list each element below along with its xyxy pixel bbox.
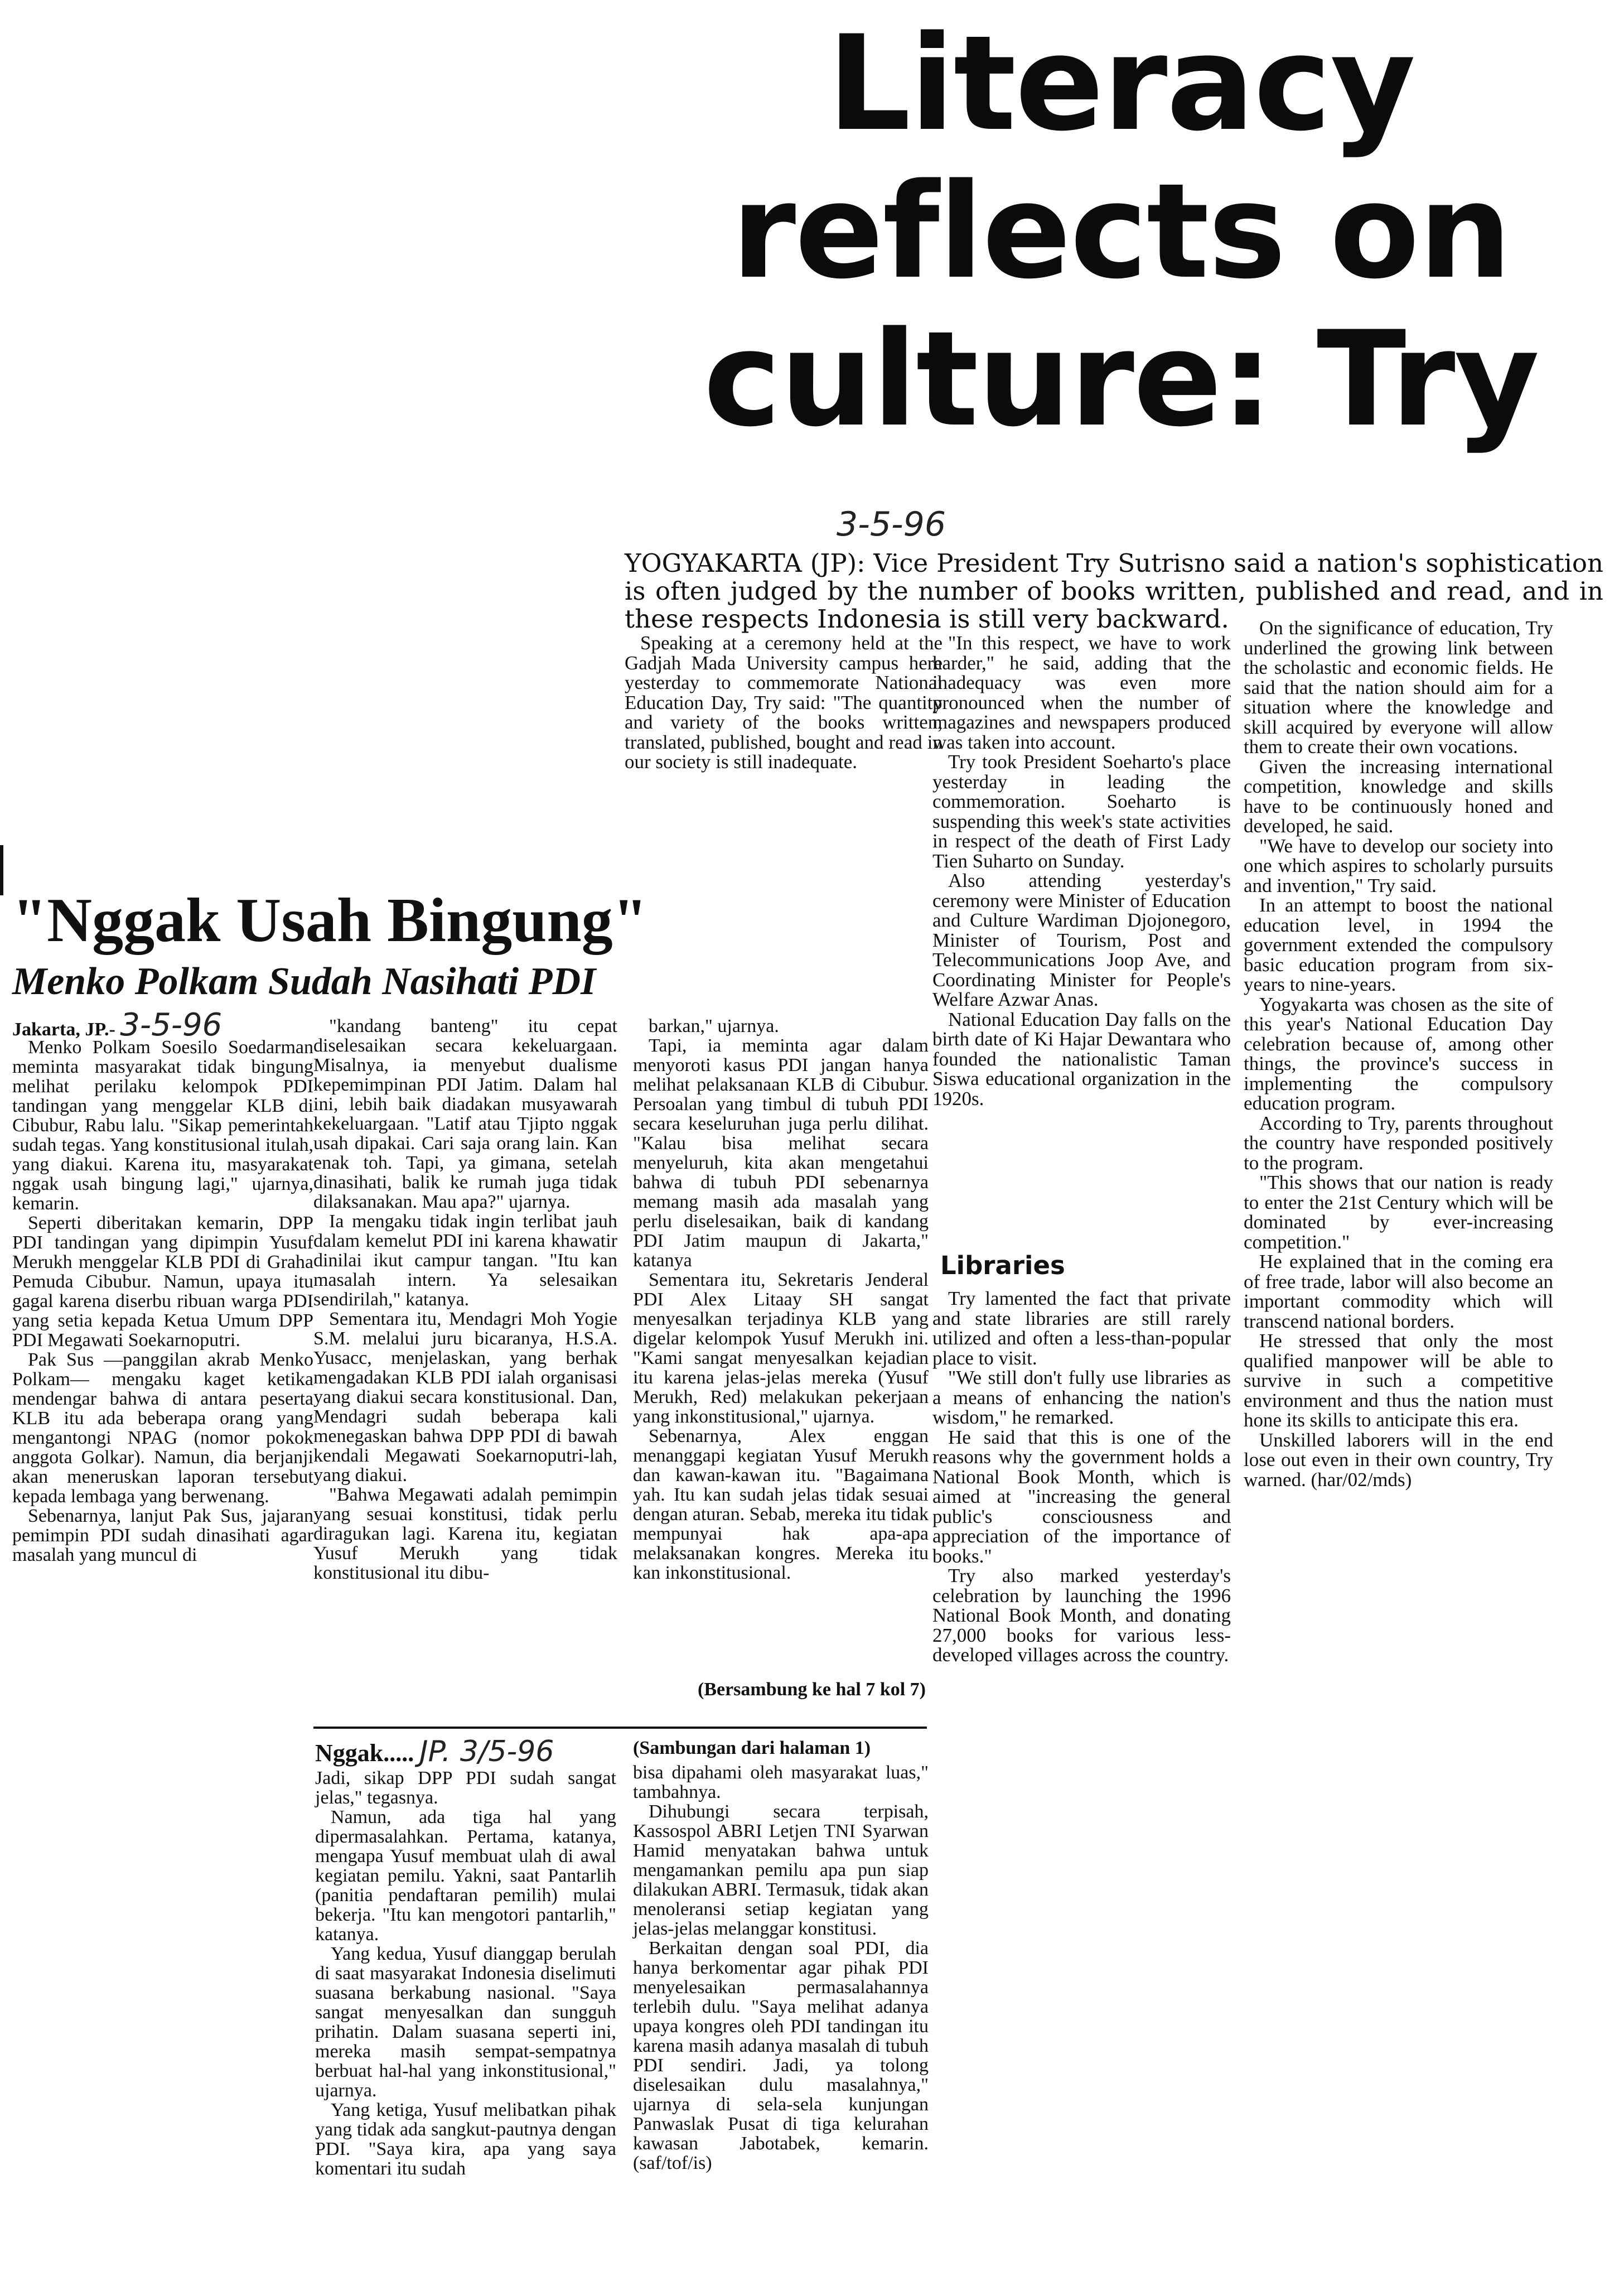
literacy-column-2 (932, 633, 1231, 1108)
paragraph: National Education Day falls on the birth date of Ki Hajar Dewantara who founded the nationalistic Taman Siswa educational organization in the 1920s. (932, 1008, 1231, 1110)
subhead-libraries: Libraries (940, 1251, 1065, 1280)
paragraph: "In this respect, we have to work harder," he said, adding that the inadequacy was even more pronounced when the number of magazines and newspapers produced was taken into account. (932, 632, 1231, 753)
paragraph: barkan," ujarnya. (649, 1016, 779, 1036)
continuation-title: Nggak..... (315, 1739, 414, 1767)
paragraph: Tapi, ia meminta agar dalam menyoroti kasus PDI jangan hanya melihat pelaksanaan KLB di Cibubur. Persoalan yang timbul di tubuh PDI secara keseluruhan juga perlu dilihat. "Kalau bisa melihat secara menyeluruh, kita akan mengetahui bahwa di tubuh PDI sebenarnya memang masih ada masalah yang perlu diselesaikan, baik di kandang PDI Jatim maupun di Jakarta," katanya (633, 1035, 929, 1271)
continuation-rule (313, 1727, 927, 1729)
paragraph: Jadi, sikap DPP PDI sudah sangat jelas," tegasnya. (315, 1768, 616, 1808)
scan-edge-mark (0, 845, 3, 895)
paragraph: Also attending yesterday's ceremony were Minister of Education and Culture Wardiman Djojonegoro, Minister of Tourism, Post and Telecommunications Joop Ave, and Coordinating Minister for People's Welfare Azwar Anas. (932, 870, 1231, 1010)
paragraph: Yogyakarta was chosen as the site of this year's National Education Day celebration because of, among other things, the province's success in implementing the compulsory education program. (1244, 993, 1553, 1114)
literacy-column-3 (1244, 618, 1553, 1489)
paragraph: Sebenarnya, lanjut Pak Sus, jajaran pemimpin PDI sudah dinasihati agar masalah yang muncul di (12, 1506, 313, 1565)
dateline (12, 1007, 313, 1043)
paragraph: "kandang banteng" itu cepat diselesaikan secara kekeluargaan. Misalnya, ia menyebut dualisme kepemimpinan PDI Jatim. Dalam hal ini, lebih baik diadakan musyawarah kekeluargaan. "Latif atau Tjipto nggak usah dipakai. Cari saja orang lain. Kan enak toh. Tapi, ya gimana, setelah dinasihati, balik ke rumah juga tidak dilaksanakan. Mau apa?" ujarnya. (313, 1016, 617, 1212)
paragraph: Unskilled laborers will in the end lose out even in their own country, Try warned. (har/02/mds) (1244, 1429, 1553, 1491)
paragraph: Yang kedua, Yusuf dianggap berulah di saat masyarakat Indonesia diselimuti suasana berkabung nasional. "Saya sangat menyesalkan dan sungguh prihatin. Dalam suasana seperti ini, mereka masih sempat-sempatnya berbuat hal-hal yang inkonstitusional," ujarnya. (315, 1944, 616, 2101)
nggak-column-1 (12, 1038, 313, 1565)
lead-paragraph: YOGYAKARTA (JP): Vice President Try Sutrisno said a nation's sophistication is often judged by the number of books written, published and read, and in these respects Indonesia is still very backward. (625, 548, 1603, 634)
paragraph: Pak Sus —panggilan akrab Menko Polkam— mengaku kaget ketika mendengar bahwa di antara peserta KLB itu ada beberapa orang yang mengantongi NPAG (nomor pokok anggota Golkar). Namun, dia berjanji akan meneruskan laporan tersebut kepada lembaga yang berwenang. (12, 1349, 313, 1507)
headline-literacy (630, 10, 1612, 454)
continuation-column-2 (633, 1763, 929, 2173)
dateline-place: Jakarta, JP.- (12, 1019, 115, 1040)
paragraph: Namun, ada tiga hal yang dipermasalahkan. Pertama, katanya, mengapa Yusuf membuat ulah di awal kegiatan pemilu. Yakni, saat Pantarlih (panitia pendaftaran pemilih) mulai bekerja. "Itu kan mengotori pantarlih," katanya. (315, 1807, 616, 1945)
paragraph: Seperti diberitakan kemarin, DPP PDI tandingan yang dipimpin Yusuf Merukh menggelar KLB PDI di Graha Pemuda Cibubur. Namun, upaya itu gagal karena diserbu ribuan warga PDI yang setia kepada Ketua Umum DPP PDI Megawati Soekarnoputri. (12, 1213, 313, 1351)
paragraph: Dihubungi secara terpisah, Kassospol ABRI Letjen TNI Syarwan Hamid menyatakan bahwa untuk mengamankan pemilu apa pun siap dilakukan ABRI. Termasuk, tidak akan menoleransi setiap kegiatan yang jelas-jelas melanggar konstitusi. (633, 1801, 929, 1939)
paragraph: He said that this is one of the reasons why the government holds a National Book Month, which is aimed at "increasing the general public's consciousness and appreciation of the importance of books." (932, 1426, 1231, 1567)
nggak-column-3 (633, 1016, 929, 1583)
paragraph: According to Try, parents throughout the country have responded positively to the program. (1244, 1112, 1553, 1174)
continued-note: (Bersambung ke hal 7 kol 7) (698, 1679, 926, 1700)
continuation-column-1 (315, 1768, 616, 2178)
nggak-column-2 (313, 1016, 617, 1583)
literacy-column-2-libraries (932, 1289, 1231, 1665)
paragraph: Try took President Soeharto's place yesterday in leading the commemoration. Soeharto is suspending this week's state activities in respect of the death of First Lady Tien Suharto on Sunday. (932, 751, 1231, 872)
paragraph: Menko Polkam Soesilo Soedarman meminta masyarakat tidak bingung melihat perilaku kelompok PDI tandingan yang menggelar KLB di Cibubur, Rabu lalu. "Sikap pemerintah sudah tegas. Yang konstitusional itulah, yang diakui. Karena itu, masyarakat nggak usah bingung lagi," ujarnya, kemarin. (12, 1037, 313, 1214)
continued-from-note: (Sambungan dari halaman 1) (633, 1738, 871, 1758)
paragraph: "We have to develop our society into one which aspires to scholarly pursuits and invention," Try said. (1244, 835, 1553, 896)
paragraph: Berkaitan dengan soal PDI, dia hanya berkomentar agar pihak PDI menyelesaikan permasalahannya terlebih dulu. "Saya melihat adanya upaya kongres oleh PDI tandingan itu karena masih adanya masalah di tubuh PDI sendiri. Jadi, ya tolong diselesaikan dulu masalahnya," ujarnya di sela-sela kunjungan Panwaslak Pusat di tiga kelurahan kawasan Jabotabek, kemarin. (saf/tof/is) (633, 1938, 929, 2173)
paragraph: Speaking at a ceremony held at the Gadjah Mada University campus here yesterday to commemorate National Education Day, Try said: "The quantity and variety of the books written, translated, published, bought and read in our society is still inadequate. (625, 632, 942, 773)
headline-nggak-usah-bingung: "Nggak Usah Bingung" (12, 886, 647, 955)
subheadline: Menko Polkam Sudah Nasihati PDI (12, 960, 596, 1003)
paragraph: "This shows that our nation is ready to enter the 21st Century which will be dominated by ever-increasing competition." (1244, 1171, 1553, 1253)
headline-line-3: culture: Try (703, 303, 1539, 456)
paragraph: He explained that in the coming era of free trade, labor will also become an important commodity which will transcend national borders. (1244, 1251, 1553, 1332)
paragraph: Sebenarnya, Alex enggan menanggapi kegiatan Yusuf Merukh dan kawan-kawan itu. "Bagaimana yah. Itu kan sudah jelas tidak sesuai dengan aturan. Sebab, mereka itu tidak mempunyai hak apa-apa melaksanakan kongres. Mereka itu kan inkonstitusional. (633, 1426, 929, 1583)
literacy-column-1 (625, 633, 942, 772)
paragraph: "We still don't fully use libraries as a means of enhancing the nation's wisdom," he remarked. (932, 1367, 1231, 1428)
paragraph: Yang ketiga, Yusuf melibatkan pihak yang tidak ada sangkut-pautnya dengan PDI. "Saya kira, apa yang saya komentari itu sudah (315, 2100, 616, 2179)
handwritten-date: 3-5-96 (837, 505, 946, 544)
paragraph: Sementara itu, Sekretaris Jenderal PDI Alex Litaay SH sangat menyesalkan terjadinya KLB yang digelar kelompok Yusuf Merukh ini. "Kami sangat menyesalkan kejadian itu karena jelas-jelas mereka (Yusuf Merukh, Red) melakukan pekerjaan yang inkonstitusional," ujarnya. (633, 1270, 929, 1427)
paragraph: Try lamented the fact that private and state libraries are still rarely utilized and often a less-than-popular place to visit. (932, 1288, 1231, 1369)
paragraph: "Bahwa Megawati adalah pemimpin yang sesuai konstitusi, tidak perlu diragukan lagi. Karena itu, kegiatan Yusuf Merukh yang tidak konstitusional itu dibu- (313, 1484, 617, 1583)
paragraph: Sementara itu, Mendagri Moh Yogie S.M. melalui juru bicaranya, H.S.A. Yusacc, menjelaskan, yang berhak mengadakan KLB PDI ialah organisasi yang diakui secara konstitusional. Dan, Mendagri sudah beberapa kali menegaskan bahwa DPP PDI di bawah kendali Megawati Soekarnoputri-lah, yang diakui. (313, 1309, 617, 1486)
paragraph: Ia mengaku tidak ingin terlibat jauh dalam kemelut PDI ini karena khawatir dinilai ikut campur tangan. "Itu kan masalah intern. Ya selesaikan sendirilah," katanya. (313, 1211, 617, 1310)
paragraph: bisa dipahami oleh masyarakat luas," tambahnya. (633, 1762, 929, 1802)
paragraph: On the significance of education, Try underlined the growing link between the scholastic and economic fields. He said that the nation should aim for a situation where the knowledge and skill acquired by everyone will allow them to create their own vocations. (1244, 617, 1553, 758)
continuation-heading (315, 1735, 554, 1768)
headline-line-1: Literacy (827, 8, 1415, 160)
headline-line-2: reflects on (731, 156, 1511, 308)
handwritten-date: 3-5-96 (120, 1007, 223, 1043)
paragraph: In an attempt to boost the national education level, in 1994 the government extended the compulsory basic education program from six-years to nine-years. (1244, 894, 1553, 995)
paragraph: He stressed that only the most qualified manpower will be able to survive in such a competitive environment and thus the nation must hone its skills to anticipate this era. (1244, 1330, 1553, 1431)
paragraph: Try also marked yesterday's celebration by launching the 1996 National Book Month, and donating 27,000 books for various less-developed villages across the country. (932, 1565, 1231, 1666)
paragraph: Given the increasing international competition, knowledge and skills have to be continuously honed and developed, he said. (1244, 755, 1553, 837)
handwritten-note: JP. 3/5-96 (419, 1735, 554, 1768)
